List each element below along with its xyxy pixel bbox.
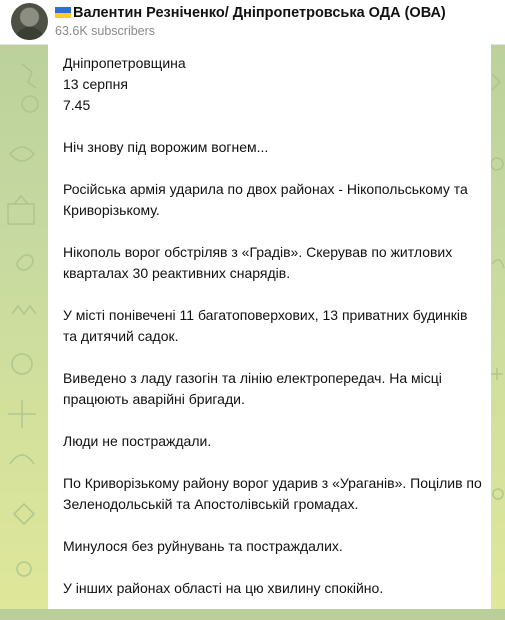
channel-title[interactable] — [55, 5, 446, 21]
doodle-house-icon — [8, 196, 34, 224]
doodle-curve-icon — [492, 260, 504, 268]
doodle-ball-icon — [12, 354, 32, 374]
channel-avatar[interactable] — [11, 3, 48, 40]
message-paragraph: Нікополь ворог обстріляв з «Градів». Скерував по житлових кварталах 30 реактивних снарядів. — [63, 244, 453, 281]
channel-title-text: Валентин Резніченко/ Дніпропетровська ОДА (ОВА) — [73, 5, 446, 21]
doodle-arrow-icon — [492, 74, 500, 90]
doodle-diamond-icon — [14, 504, 34, 524]
message-paragraph: У інших районах області на цю хвилину спокійно. — [63, 580, 384, 596]
message-text — [63, 53, 483, 620]
doodle-fish-icon — [10, 147, 34, 161]
doodle-circle-icon — [22, 96, 38, 112]
doodle-heart-icon — [17, 255, 33, 270]
ukraine-flag-icon — [55, 7, 71, 18]
doodle-arc-icon — [10, 455, 34, 464]
doodle-small-circle-icon — [491, 158, 503, 170]
message-paragraph: Виведено з ладу газогін та лінію електропередач. На місці працюють аварійні бригади. — [63, 370, 442, 407]
channel-header[interactable] — [0, 0, 505, 45]
subscriber-count: 63.6K subscribers — [55, 24, 156, 38]
message-paragraph: Минулося без руйнувань та постраждалих. — [63, 538, 343, 554]
avatar-figure — [15, 27, 44, 40]
message-time: 7.45 — [63, 97, 91, 113]
message-paragraph: У місті понівечені 11 багатоповерхових, 13 приватних будинків та дитячий садок. — [63, 307, 468, 344]
doodle-leaf-icon — [22, 64, 36, 88]
doodle-dot-icon — [17, 562, 31, 576]
doodle-small-plus-icon — [491, 368, 503, 380]
message-paragraph: По Криворізькому району ворог ударив з «Ураганів». Поцілив по Зеленодольській та Апостолівській громадах. — [63, 475, 482, 512]
message-paragraph: Люди не постраждали. — [63, 433, 212, 449]
message-region: Дніпропетровщина — [63, 55, 186, 71]
message-bubble — [48, 44, 491, 609]
message-paragraph: Ніч знову під ворожим вогнем... — [63, 139, 269, 155]
doodle-tiny-circle-icon — [493, 489, 503, 499]
message-date: 13 серпня — [63, 76, 128, 92]
doodle-plus-icon — [8, 400, 36, 428]
message-paragraph: Російська армія ударила по двох районах - Нікопольському та Криворізькому. — [63, 181, 468, 218]
doodle-zigzag-icon — [12, 306, 36, 314]
message-heading — [63, 53, 483, 116]
